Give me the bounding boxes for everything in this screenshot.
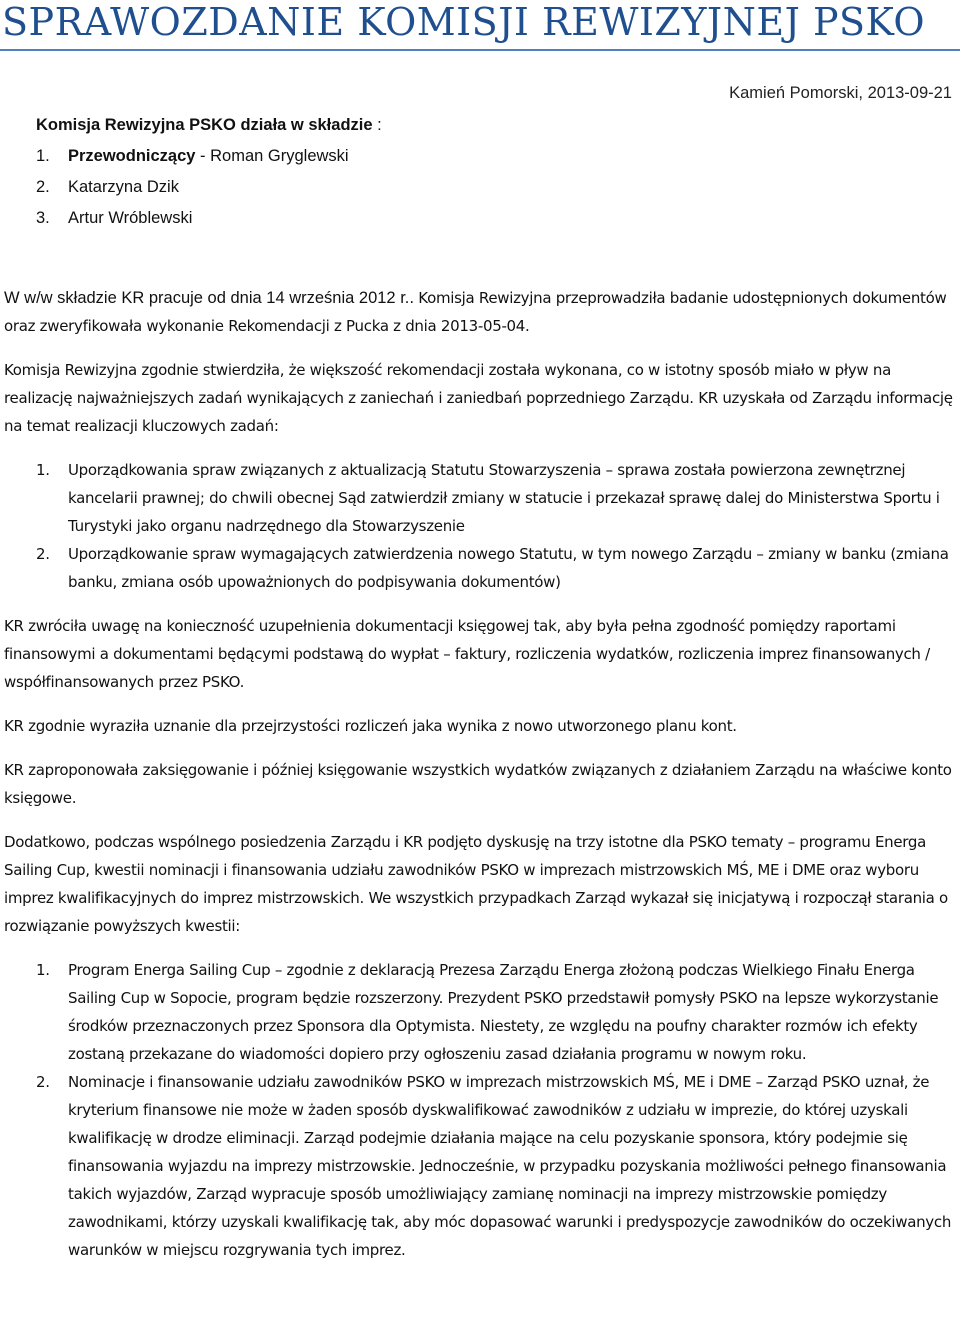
list-item: [4, 1068, 954, 1264]
intro-sentence-b: . Komisja Rewizyjna przeprowadziła badanie udostępnionych dokumentów oraz zweryfikowała wykonanie Rekomendacji z Pucka z dnia 2013-05-04.: [4, 289, 947, 335]
list-item-number: 1.: [36, 461, 50, 479]
list-item: [4, 956, 954, 1068]
paragraph-intro: [4, 284, 954, 340]
report-body: [4, 284, 954, 1280]
member-number: 3.: [36, 209, 50, 227]
member-number: 1.: [36, 147, 50, 165]
intro-sentence-a: W w/w składzie KR pracuje od dnia 14 września 2012 r.: [4, 289, 410, 307]
list-item-number: 2.: [36, 545, 50, 563]
committee-heading-suffix: :: [372, 116, 382, 134]
key-tasks-list: [4, 456, 954, 596]
list-item: [4, 540, 954, 596]
paragraph-booking: KR zaproponowała zaksięgowanie i później księgowanie wszystkich wydatków związanych z działaniem Zarządu na właściwe konto księgowe.: [4, 761, 952, 807]
paragraph-accounting: KR zwróciła uwagę na konieczność uzupełnienia dokumentacji księgowej tak, aby była pełna zgodność pomiędzy raportami finansowymi a dokumentami będącymi podstawą do wypłat – faktury, rozliczenia wydatków, rozliczenia imprez finansowanych / współfinansowanych przez PSKO.: [4, 617, 930, 691]
member-item: [36, 207, 349, 238]
member-item: [36, 145, 349, 176]
committee-heading-bold: Komisja Rewizyjna PSKO działa w składzie: [36, 116, 373, 134]
member-role: Przewodniczący: [68, 147, 196, 165]
committee-heading: [36, 116, 382, 135]
list-item-number: 1.: [36, 961, 50, 979]
document-title: SPRAWOZDANIE KOMISJI REWIZYJNEJ PSKO: [2, 0, 926, 44]
list-item-text: Uporządkowanie spraw wymagających zatwierdzenia nowego Statutu, w tym nowego Zarządu – zmiany w banku (zmiana banku, zmiana osób upoważnionych do podpisywania dokumentów): [68, 545, 949, 591]
committee-members: [36, 145, 349, 238]
list-item-text: Nominacje i finansowanie udziału zawodników PSKO w imprezach mistrzowskich MŚ, ME i DME – Zarząd PSKO uznał, że kryterium finansowe nie może w żaden sposób dyskwalifikować zawodników z udziału w imprezie, do której uzyskali kwalifikację w drodze eliminacji. Zarząd podejmie działania mające na celu pozyskanie sponsora, który podejmie się finansowania wyjazdu na imprezy mistrzowskie. Jednocześnie, w przypadku pozyskania możliwości pełnego finansowania takich wyjazdów, Zarząd wypracuje sposób umożliwiający zamianę nominacji na imprezy mistrzowskie pomiędzy zawodnikami, którzy uzyskali kwalifikację tak, aby móc dopasować warunki i predyspozycje zawodników do oczekiwanych warunków w miejscu rozgrywania tych imprez.: [68, 1073, 952, 1259]
member-item: [36, 176, 349, 207]
paragraph-joint-meeting: Dodatkowo, podczas wspólnego posiedzenia Zarządu i KR podjęto dyskusję na trzy istotne dla PSKO tematy – programu Energa Sailing Cup, kwestii nominacji i finansowania udziału zawodników PSKO w imprezach mistrzowskich MŚ, ME i DME oraz wyboru imprez kwalifikacyjnych do imprez mistrzowskich. We wszystkich przypadkach Zarząd wykazał się inicjatywą i rozpoczął starania o rozwiązanie powyższych kwestii:: [4, 833, 948, 935]
title-underline: [0, 49, 960, 51]
list-item-number: 2.: [36, 1073, 50, 1091]
paragraph-findings: Komisja Rewizyjna zgodnie stwierdziła, że większość rekomendacji została wykonana, co w istotny sposób miało w pływ na realizację najważniejszych zadań wynikających z zaniechań i zaniedbań poprzedniego Zarządu. KR uzyskała od Zarządu informację na temat realizacji kluczowych zadań:: [4, 361, 953, 435]
paragraph-transparency: KR zgodnie wyraziła uznanie dla przejrzystości rozliczeń jaka wynika z nowo utworzonego planu kont.: [4, 717, 737, 735]
member-number: 2.: [36, 178, 50, 196]
member-name: - Roman Gryglewski: [195, 147, 349, 165]
topics-list: [4, 956, 954, 1264]
list-item-text: Program Energa Sailing Cup – zgodnie z deklaracją Prezesa Zarządu Energa złożoną podczas Wielkiego Finału Energa Sailing Cup w Sopocie, program będzie rozszerzony. Prezydent PSKO przedstawił pomysły PSKO na lepsze wykorzystanie środków przeznaczonych przez Sponsora dla Optymista. Niestety, ze względu na poufny charakter rozmów ich efekty zostaną przekazane do wiadomości dopiero przy ogłoszeniu zasad działania programu w nowym roku.: [68, 961, 939, 1063]
list-item-text: Uporządkowania spraw związanych z aktualizacją Statutu Stowarzyszenia – sprawa została powierzona zewnętrznej kancelarii prawnej; do chwili obecnej Sąd zatwierdził zmiany w statucie i przekazał sprawę dalej do Ministerstwa Sportu i Turystyki jako organu nadrzędnego dla Stowarzyszenie: [68, 461, 940, 535]
member-name: Artur Wróblewski: [68, 209, 193, 227]
member-name: Katarzyna Dzik: [68, 178, 179, 196]
place-date: Kamień Pomorski, 2013-09-21: [729, 84, 952, 102]
list-item: [4, 456, 954, 540]
